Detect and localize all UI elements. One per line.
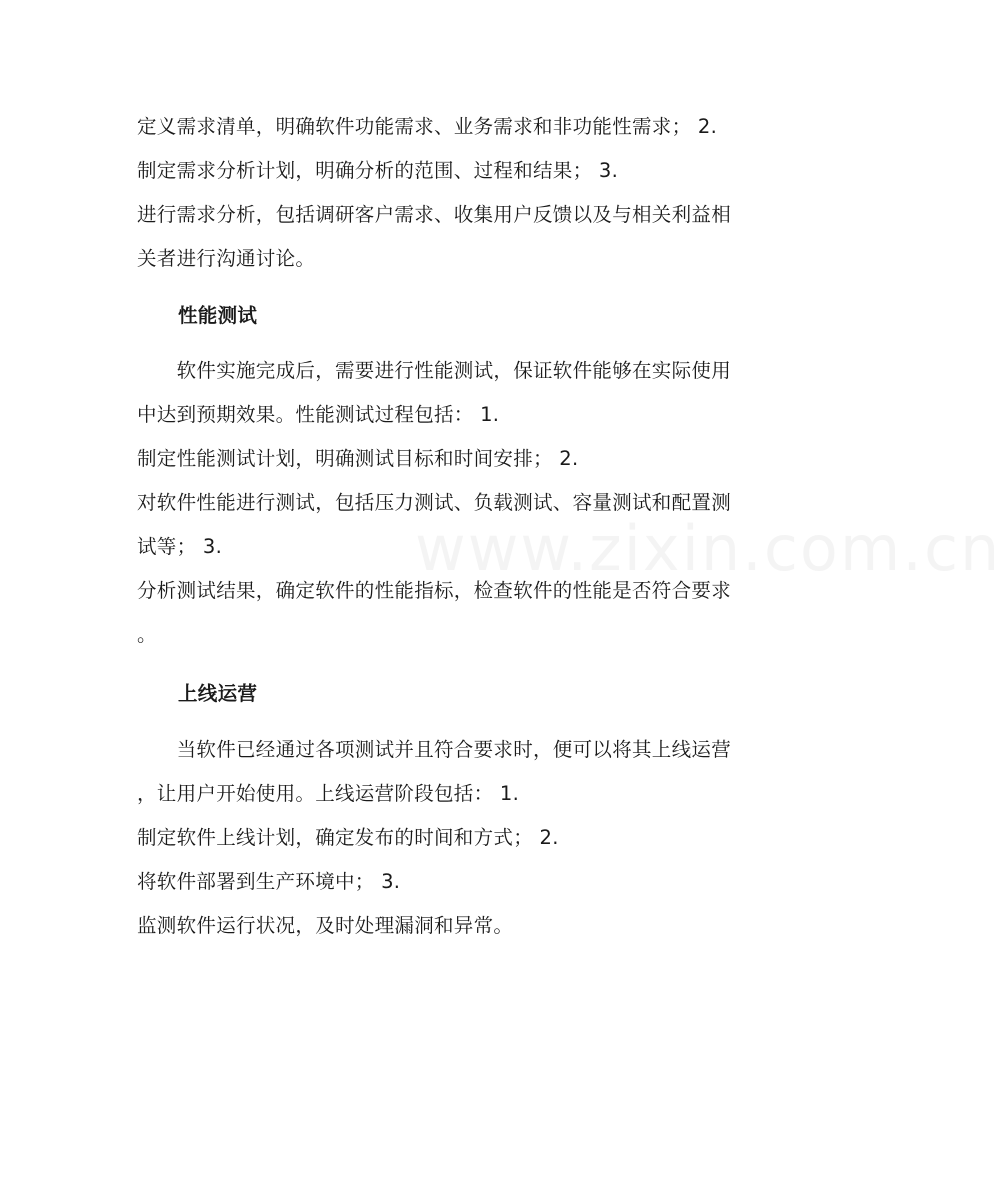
paragraph-line: 进行需求分析，包括调研客户需求、收集用户反馈以及与相关利益相 xyxy=(137,203,732,226)
paragraph-line: 。 xyxy=(137,623,157,646)
section-heading-go-live: 上线运营 xyxy=(178,682,258,705)
paragraph-line: 定义需求清单，明确软件功能需求、业务需求和非功能性需求； 2. xyxy=(137,115,718,138)
paragraph-line: 制定需求分析计划，明确分析的范围、过程和结果； 3. xyxy=(137,159,619,182)
paragraph-line: 制定性能测试计划，明确测试目标和时间安排； 2. xyxy=(137,447,579,470)
paragraph-line: 制定软件上线计划，确定发布的时间和方式； 2. xyxy=(137,826,559,849)
paragraph-line: ，让用户开始使用。上线运营阶段包括： 1. xyxy=(137,782,520,805)
paragraph-line: 当软件已经通过各项测试并且符合要求时，便可以将其上线运营 xyxy=(137,738,732,761)
paragraph-line: 关者进行沟通讨论。 xyxy=(137,247,316,270)
paragraph-line: 分析测试结果，确定软件的性能指标，检查软件的性能是否符合要求 xyxy=(137,579,732,602)
paragraph-line: 对软件性能进行测试，包括压力测试、负载测试、容量测试和配置测 xyxy=(137,491,732,514)
paragraph-line: 软件实施完成后，需要进行性能测试，保证软件能够在实际使用 xyxy=(137,359,732,382)
paragraph-line: 将软件部署到生产环境中； 3. xyxy=(137,870,401,893)
paragraph-line: 试等； 3. xyxy=(137,535,223,558)
watermark: www.zixin.com.cn xyxy=(415,512,1001,585)
paragraph-line: 监测软件运行状况，及时处理漏洞和异常。 xyxy=(137,914,514,937)
paragraph-line: 中达到预期效果。性能测试过程包括： 1. xyxy=(137,403,500,426)
section-heading-performance-test: 性能测试 xyxy=(178,304,258,327)
